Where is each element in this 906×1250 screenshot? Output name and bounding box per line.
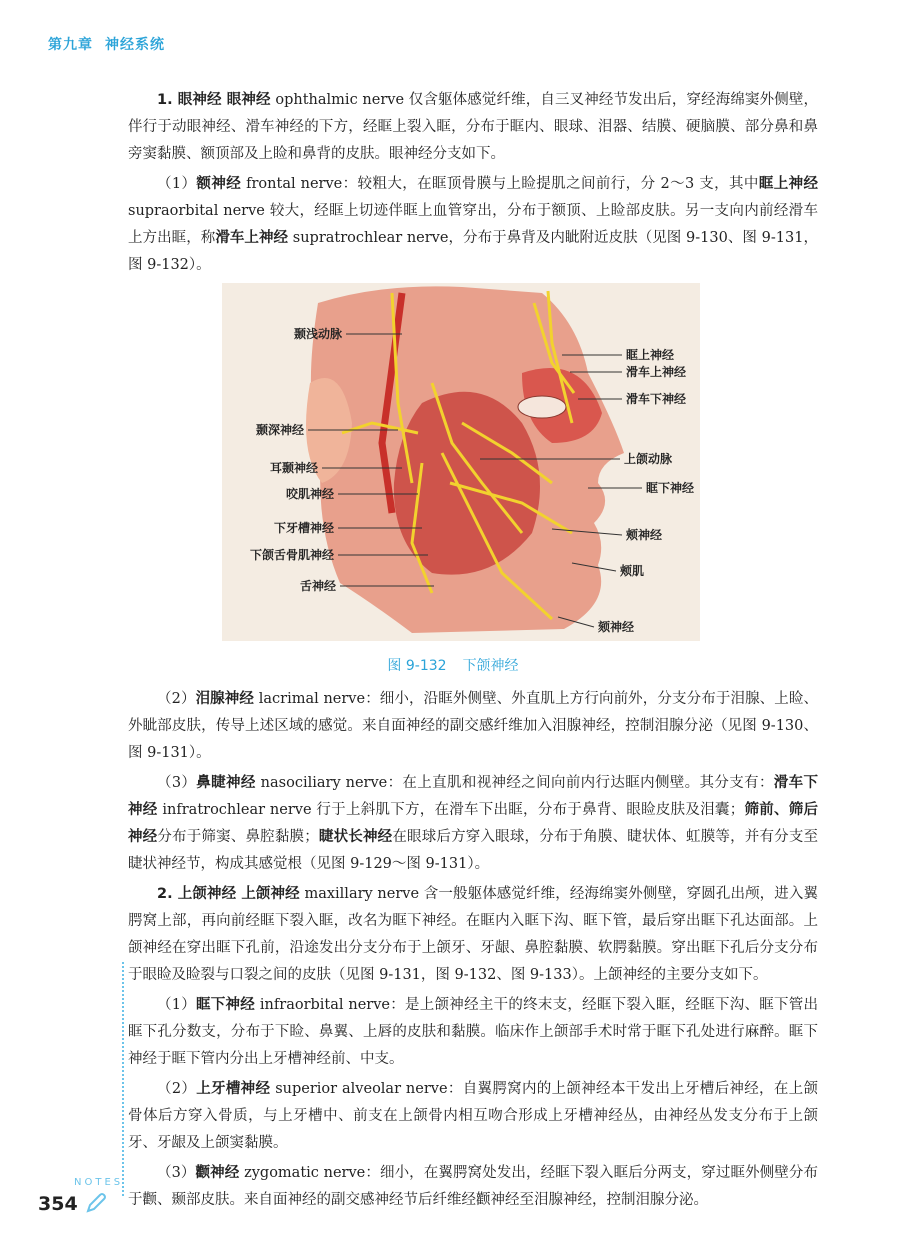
running-header	[48, 34, 177, 54]
label-masseteric-nerve: 咬肌神经	[285, 487, 334, 501]
label-mylohyoid-nerve: 下颌舌骨肌神经	[249, 548, 334, 562]
anatomy-figure	[222, 283, 700, 641]
heading-frontal: 额神经	[196, 176, 242, 192]
caption-number: 图 9-132	[387, 658, 447, 674]
label-superficial-temporal-artery: 颞浅动脉	[293, 327, 342, 341]
bottom-text-block	[128, 686, 818, 1217]
label-buccal-nerve: 颊神经	[626, 528, 663, 542]
label-lingual-nerve: 舌神经	[299, 579, 336, 593]
chapter-number: 第九章	[48, 37, 93, 53]
chapter-title: 神经系统	[105, 37, 165, 53]
paragraph-ophthalmic: 1. 眼神经 眼神经 ophthalmic nerve 仅含躯体感觉纤维，自三叉神经节发出后，穿经海绵窦外侧壁，伴行于动眼神经、滑车神经的下方，经眶上裂入眶，分布于眶内、眼球、泪器、结膜、硬脑膜、部分鼻和鼻旁窦黏膜、额顶部及上睑和鼻背的皮肤。眼神经分支如下。	[128, 92, 818, 162]
masseter-region	[394, 392, 540, 575]
label-auriculotemporal-nerve: 耳颞神经	[269, 461, 318, 475]
label-infraorbital-nerve: 眶下神经	[646, 481, 695, 495]
notes-margin-line	[122, 962, 124, 1196]
label-deep-temporal-nerve: 颞深神经	[255, 423, 304, 437]
heading-nasociliary: 鼻睫神经	[196, 775, 256, 791]
paragraph-frontal: （1）额神经 frontal nerve：较粗大，在眶顶骨膜与上睑提肌之间前行，分 2～3 支，其中眶上神经 supraorbital nerve 较大，经眶上切迹伴眶上血管穿出，分布于额顶、上睑部皮肤。另一支向内前经滑车上方出眶，称滑车上神经 supratrochlear nerve，分布于鼻背及内眦附近皮肤（见图 9-130、图 9-131，图 9-132）。	[128, 176, 819, 273]
label-supratrochlear-nerve: 滑车上神经	[626, 365, 687, 379]
label-inferior-alveolar-nerve: 下牙槽神经	[273, 521, 334, 535]
label-mental-nerve: 颏神经	[598, 620, 635, 634]
heading-lacrimal: 泪腺神经	[195, 691, 255, 707]
heading-ophthalmic: 1. 眼神经 眼神经	[157, 92, 271, 108]
label-infratrochlear-nerve: 滑车下神经	[626, 392, 687, 406]
heading-zygomatic: 颧神经	[195, 1165, 240, 1181]
paragraph-zygomatic: （3）颧神经 zygomatic nerve：细小，在翼腭窝处发出，经眶下裂入眶后分两支，穿过眶外侧壁分布于颧、颞部皮肤。来自面神经的副交感神经节后纤维经颧神经至泪腺神经，控制泪腺分泌。	[128, 1165, 819, 1208]
heading-superior-alveolar: 上牙槽神经	[196, 1081, 271, 1097]
heading-infraorbital: 眶下神经	[196, 997, 256, 1013]
top-text-block	[128, 87, 818, 282]
paragraph-superior-alveolar: （2）上牙槽神经 superior alveolar nerve：自翼腭窝内的上颌神经本干发出上牙槽后神经，在上颌骨体后方穿入骨质，与上牙槽中、前支在上颌骨内相互吻合形成上牙槽神经丛，由神经丛发支分布于上颌牙、牙龈及上颌窦黏膜。	[128, 1081, 818, 1151]
label-supraorbital-nerve: 眶上神经	[626, 348, 675, 362]
paragraph-infraorbital: （1）眶下神经 infraorbital nerve：是上颌神经主干的终末支，经眶下裂入眶，经眶下沟、眶下管出眶下孔分数支，分布于下睑、鼻翼、上唇的皮肤和黏膜。临床作上颌部手术时常于眶下孔处进行麻醉。眶下神经于眶下管内分出上牙槽神经前、中支。	[128, 997, 818, 1067]
label-buccinator: 颊肌	[620, 564, 645, 578]
figure-caption	[0, 655, 906, 675]
eye-shape	[518, 396, 566, 418]
paragraph-lacrimal: （2）泪腺神经 lacrimal nerve：细小，沿眶外侧壁、外直肌上方行向前外，分支分布于泪腺、上睑、外眦部皮肤，传导上述区域的感觉。来自面神经的副交感纤维加入泪腺神经，控制泪腺分泌（见图 9-130、图 9-131）。	[128, 691, 819, 761]
paragraph-maxillary: 2. 上颌神经 上颌神经 maxillary nerve 含一般躯体感觉纤维，经海绵窦外侧壁，穿圆孔出颅，进入翼腭窝上部，再向前经眶下裂入眶，改名为眶下神经。在眶内入眶下沟、眶下管，最后穿出眶下孔达面部。上颌神经在穿出眶下孔前，沿途发出分支分布于上颌牙、牙龈、鼻腔黏膜、软腭黏膜。穿出眶下孔后分支分布于眼睑及睑裂与口裂之间的皮肤（见图 9-131，图 9-132、图 9-133）。上颌神经的主要分支如下。	[128, 886, 818, 983]
mandibular-nerve-illustration	[222, 283, 700, 641]
paragraph-nasociliary: （3）鼻睫神经 nasociliary nerve：在上直肌和视神经之间向前内行达眶内侧壁。其分支有：滑车下神经 infratrochlear nerve 行于上斜肌下方，在滑车下出眶，分布于鼻背、眼睑皮肤及泪囊；筛前、筛后神经分布于筛窦、鼻腔黏膜；睫状长神经在眼球后方穿入眼球，分布于角膜、睫状体、虹膜等，并有分支至睫状神经节，构成其感觉根（见图 9-129～图 9-131）。	[128, 775, 819, 872]
heading-maxillary: 2. 上颌神经 上颌神经	[157, 886, 300, 902]
pencil-icon	[85, 1192, 107, 1214]
page-number: 354	[38, 1193, 78, 1215]
notes-label: NOTES	[74, 1177, 124, 1188]
caption-title: 下颌神经	[462, 658, 519, 674]
label-maxillary-artery: 上颌动脉	[624, 452, 673, 466]
